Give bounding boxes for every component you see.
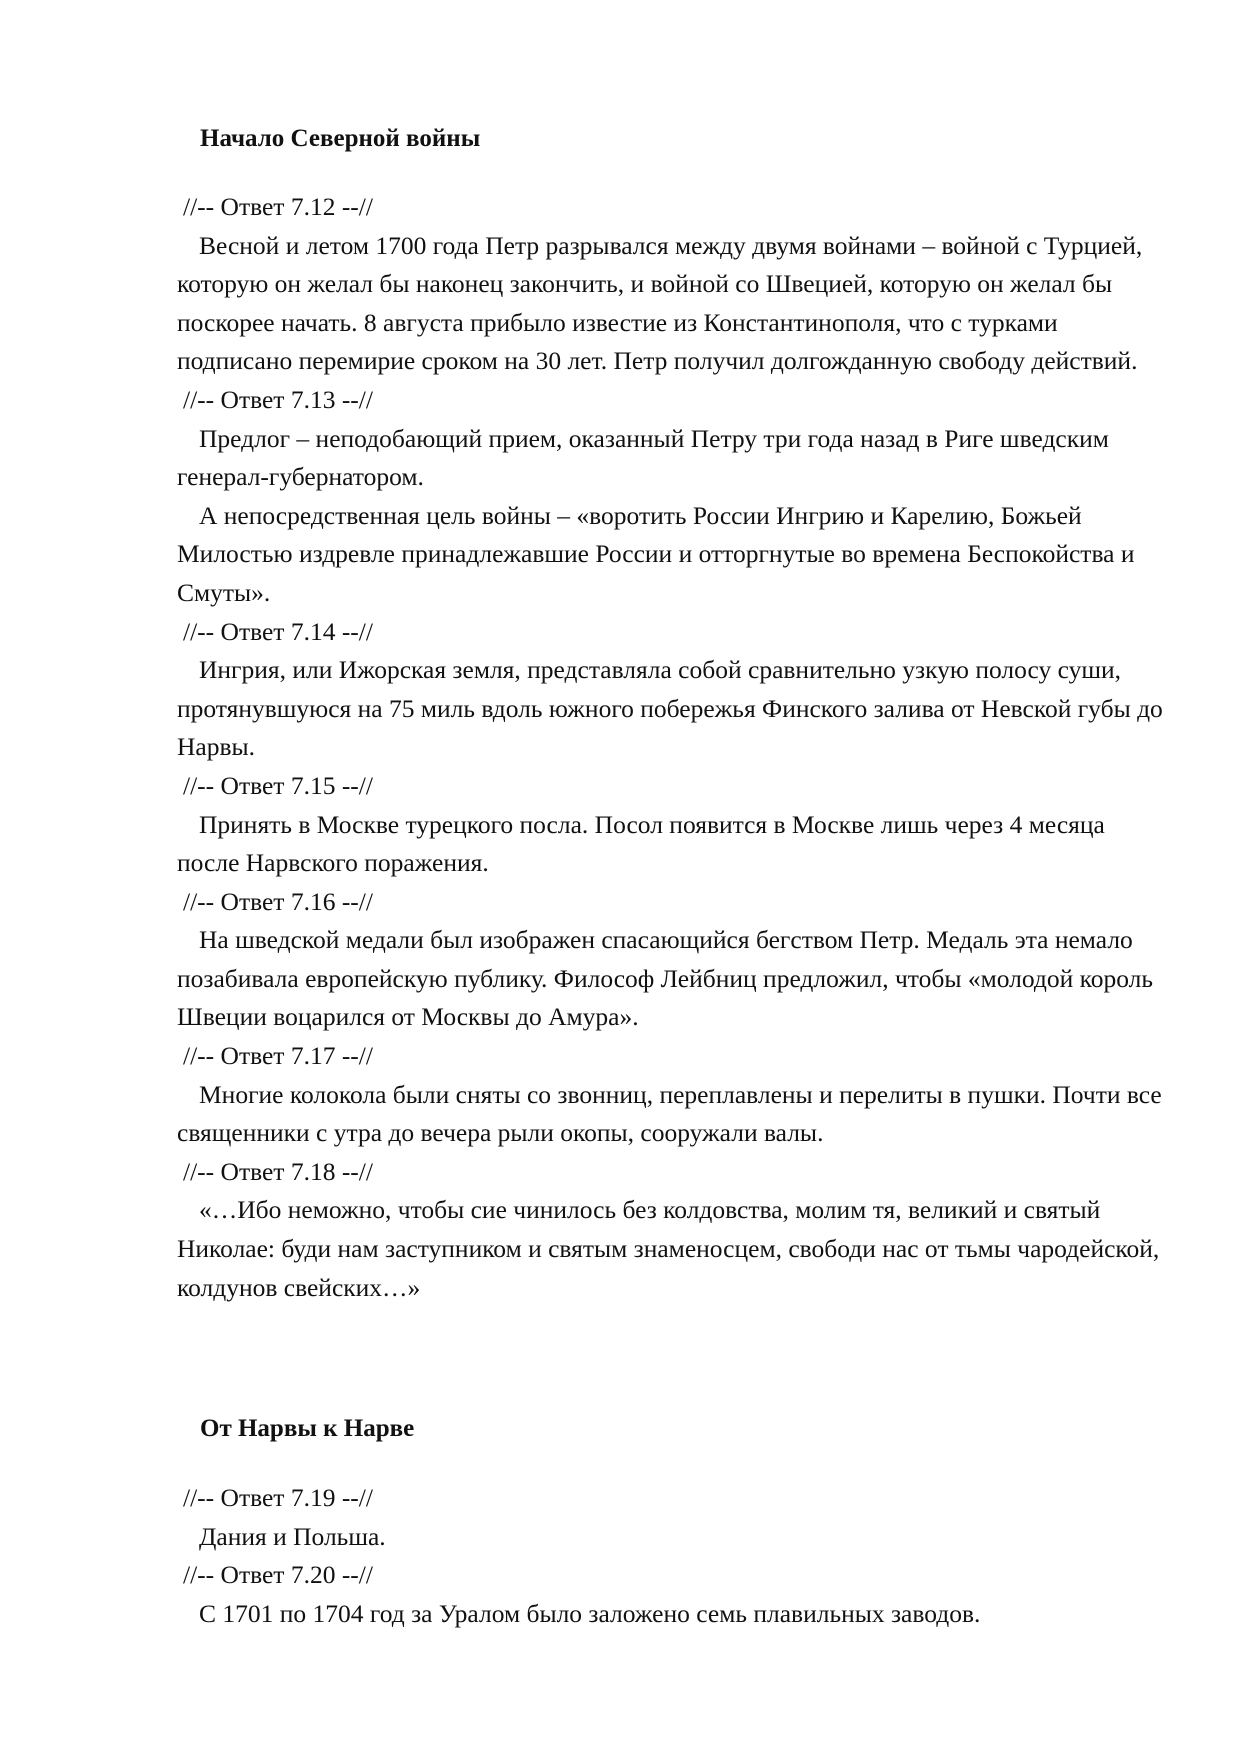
- answer-paragraph-7-18: «…Ибо неможно, чтобы сие чинилось без колдовства, молим тя, великий и святый Николае: буди нам заступником и святым знаменосцем, свободи нас от тьмы чародейской, колдунов свейских…»: [177, 1195, 1160, 1302]
- answer-marker-7-13: //-- Ответ 7.13 --//: [183, 384, 373, 414]
- answer-marker-7-15: //-- Ответ 7.15 --//: [183, 770, 373, 800]
- answer-paragraph-7-12: Весной и летом 1700 года Петр разрывался между двумя войнами – войной с Турцией, которую он желал бы наконец закончить, и войной со Швецией, которую он желал бы поскорее начать. 8 августа прибыло известие из Константинополя, что с турками подписано перемирие сроком на 30 лет. Петр получил долгожданную свободу действий.: [177, 230, 1143, 376]
- answer-paragraph-7-15: Принять в Москве турецкого посла. Посол появится в Москве лишь через 4 месяца после Нарвского поражения.: [177, 809, 1105, 878]
- answer-marker-7-19: //-- Ответ 7.19 --//: [183, 1483, 373, 1512]
- answer-marker-7-18: //-- Ответ 7.18 --//: [183, 1156, 373, 1186]
- answer-paragraph-7-13a: Предлог – неподобающий прием, оказанный Петру три года назад в Риге шведским генерал-губернатором.: [177, 423, 1109, 492]
- answer-marker-7-12: //-- Ответ 7.12 --//: [183, 192, 373, 221]
- answer-marker-7-16: //-- Ответ 7.16 --//: [183, 886, 373, 916]
- answer-marker-7-20: //-- Ответ 7.20 --//: [183, 1560, 373, 1590]
- section-body-narva-to-narva: [177, 1479, 1167, 1633]
- section-title-narva-to-narva: От Нарвы к Нарве: [200, 1415, 415, 1442]
- answer-paragraph-7-14: Ингрия, или Ижорская земля, представляла собой сравнительно узкую полосу суши, протянувшуюся на 75 миль вдоль южного побережья Финского залива от Невской губы до Нарвы.: [177, 655, 1163, 762]
- answer-marker-7-14: //-- Ответ 7.14 --//: [183, 616, 373, 646]
- answer-paragraph-7-17: Многие колокола были сняты со звонниц, переплавлены и перелиты в пушки. Почти все священники с утра до вечера рыли окопы, сооружали валы.: [177, 1079, 1162, 1148]
- answer-paragraph-7-19: Дания и Польша.: [199, 1521, 386, 1551]
- answer-paragraph-7-13b: А непосредственная цель войны – «воротить России Ингрию и Карелию, Божьей Милостью издревле принадлежавшие России и отторгнутые во времена Беспокойства и Смуты».: [177, 500, 1135, 607]
- answer-marker-7-17: //-- Ответ 7.17 --//: [183, 1041, 373, 1071]
- answer-paragraph-7-16: На шведской медали был изображен спасающийся бегством Петр. Медаль эта немало позабивала европейскую публику. Философ Лейбниц предложил, чтобы «молодой король Швеции воцарился от Москвы до Амура».: [177, 925, 1153, 1032]
- answer-paragraph-7-20: С 1701 по 1704 год за Уралом было заложено семь плавильных заводов.: [199, 1598, 981, 1628]
- section-body-northern-war: [177, 188, 1167, 1307]
- section-title-northern-war: Начало Северной войны: [200, 125, 481, 152]
